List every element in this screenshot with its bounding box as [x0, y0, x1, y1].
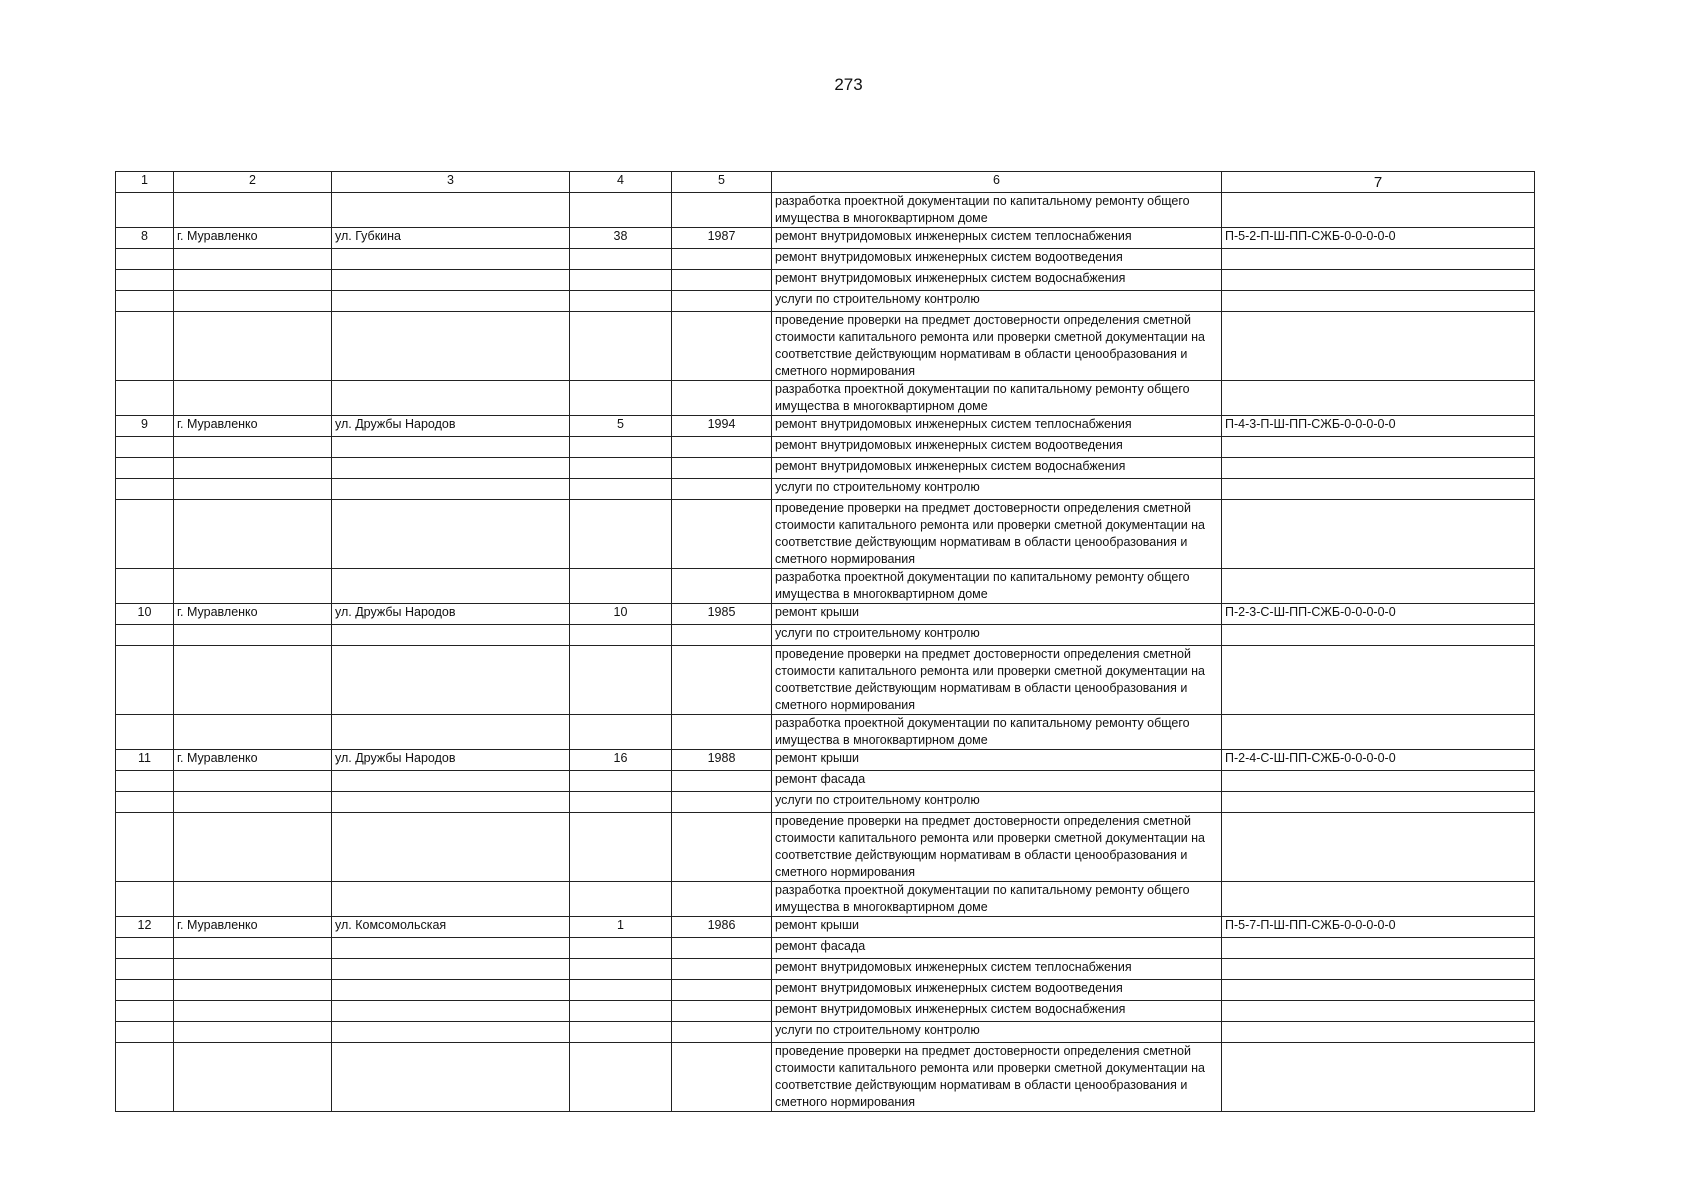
- table-cell: [116, 1001, 174, 1022]
- table-cell: [332, 646, 570, 715]
- table-cell: [672, 1022, 772, 1043]
- table-cell: 1988: [672, 750, 772, 771]
- table-cell: [116, 771, 174, 792]
- table-cell: ремонт внутридомовых инженерных систем водоотведения: [772, 249, 1222, 270]
- table-cell: [332, 1022, 570, 1043]
- table-cell: [332, 625, 570, 646]
- table-cell: 12: [116, 917, 174, 938]
- table-row: [116, 249, 1535, 270]
- header-cell: 1: [116, 172, 174, 193]
- table-cell: [332, 980, 570, 1001]
- table-cell: [174, 312, 332, 381]
- table-cell: [174, 813, 332, 882]
- table-cell: [332, 312, 570, 381]
- table-body: [116, 172, 1535, 1112]
- table-row: [116, 771, 1535, 792]
- table-cell: [672, 792, 772, 813]
- table-cell: [174, 1001, 332, 1022]
- table-cell: ремонт внутридомовых инженерных систем водоотведения: [772, 437, 1222, 458]
- table-cell: 10: [570, 604, 672, 625]
- table-cell: [332, 771, 570, 792]
- table-cell: [672, 312, 772, 381]
- table-cell: [174, 479, 332, 500]
- table-row: [116, 980, 1535, 1001]
- table-cell: ул. Губкина: [332, 228, 570, 249]
- table-cell: ремонт крыши: [772, 750, 1222, 771]
- table-cell: ремонт внутридомовых инженерных систем водоснабжения: [772, 270, 1222, 291]
- table-cell: [116, 882, 174, 917]
- table-cell: [332, 882, 570, 917]
- table-cell: [1222, 959, 1535, 980]
- table-row: [116, 500, 1535, 569]
- table-cell: [570, 771, 672, 792]
- table-cell: [332, 959, 570, 980]
- table-cell: услуги по строительному контролю: [772, 291, 1222, 312]
- table-cell: [1222, 381, 1535, 416]
- table-cell: [570, 193, 672, 228]
- table-row: [116, 270, 1535, 291]
- table-cell: ремонт фасада: [772, 938, 1222, 959]
- table-cell: услуги по строительному контролю: [772, 792, 1222, 813]
- table-cell: [1222, 1001, 1535, 1022]
- table-cell: г. Муравленко: [174, 416, 332, 437]
- table-row: [116, 882, 1535, 917]
- table-cell: 5: [570, 416, 672, 437]
- table-cell: [570, 437, 672, 458]
- table-row: [116, 1043, 1535, 1112]
- table-cell: [174, 792, 332, 813]
- table-cell: [1222, 771, 1535, 792]
- table-cell: разработка проектной документации по капитальному ремонту общего имущества в многоквартирном доме: [772, 381, 1222, 416]
- table-cell: [174, 437, 332, 458]
- table-cell: ул. Комсомольская: [332, 917, 570, 938]
- table-cell: [332, 381, 570, 416]
- table-cell: [332, 569, 570, 604]
- table-cell: ремонт внутридомовых инженерных систем теплоснабжения: [772, 416, 1222, 437]
- table-cell: проведение проверки на предмет достоверности определения сметной стоимости капитального ремонта или проверки сметной документации на соответствие действующим нормативам в области ценообразования и сметного нормирования: [772, 1043, 1222, 1112]
- table-cell: [332, 458, 570, 479]
- table-cell: [1222, 291, 1535, 312]
- table-cell: [116, 249, 174, 270]
- table-row: [116, 646, 1535, 715]
- table-cell: [672, 458, 772, 479]
- table-cell: [570, 479, 672, 500]
- table-cell: [174, 959, 332, 980]
- table-cell: [116, 813, 174, 882]
- table-cell: [1222, 1043, 1535, 1112]
- table-cell: [672, 771, 772, 792]
- table-cell: [672, 381, 772, 416]
- table-row: [116, 750, 1535, 771]
- table-cell: [174, 500, 332, 569]
- table-cell: [1222, 569, 1535, 604]
- table-cell: П-5-7-П-Ш-ПП-СЖБ-0-0-0-0-0: [1222, 917, 1535, 938]
- table-cell: [1222, 715, 1535, 750]
- table-cell: [116, 959, 174, 980]
- table-row: [116, 193, 1535, 228]
- table-row: [116, 437, 1535, 458]
- table-cell: [672, 882, 772, 917]
- table-cell: ремонт внутридомовых инженерных систем водоснабжения: [772, 1001, 1222, 1022]
- table-cell: разработка проектной документации по капитальному ремонту общего имущества в многоквартирном доме: [772, 193, 1222, 228]
- table-cell: [1222, 646, 1535, 715]
- table-row: [116, 715, 1535, 750]
- table-cell: [332, 1043, 570, 1112]
- table-cell: [174, 938, 332, 959]
- table-cell: [672, 437, 772, 458]
- table-row: [116, 312, 1535, 381]
- table-cell: проведение проверки на предмет достоверности определения сметной стоимости капитального ремонта или проверки сметной документации на соответствие действующим нормативам в области ценообразования и сметного нормирования: [772, 500, 1222, 569]
- header-cell: 5: [672, 172, 772, 193]
- table-cell: проведение проверки на предмет достоверности определения сметной стоимости капитального ремонта или проверки сметной документации на соответствие действующим нормативам в области ценообразования и сметного нормирования: [772, 813, 1222, 882]
- table-cell: г. Муравленко: [174, 750, 332, 771]
- table-cell: 38: [570, 228, 672, 249]
- table-cell: [1222, 792, 1535, 813]
- table-cell: [174, 771, 332, 792]
- table-cell: [570, 959, 672, 980]
- table-cell: [332, 291, 570, 312]
- table-cell: [570, 625, 672, 646]
- table-cell: [116, 437, 174, 458]
- table-cell: ул. Дружбы Народов: [332, 416, 570, 437]
- table-cell: [116, 193, 174, 228]
- table-cell: [570, 249, 672, 270]
- table-cell: [116, 646, 174, 715]
- table-cell: ремонт внутридомовых инженерных систем водоотведения: [772, 980, 1222, 1001]
- table-cell: ремонт крыши: [772, 917, 1222, 938]
- table-cell: 8: [116, 228, 174, 249]
- table-cell: разработка проектной документации по капитальному ремонту общего имущества в многоквартирном доме: [772, 569, 1222, 604]
- table-cell: [1222, 312, 1535, 381]
- table-cell: [570, 458, 672, 479]
- table-cell: ремонт внутридомовых инженерных систем теплоснабжения: [772, 959, 1222, 980]
- table-cell: [116, 715, 174, 750]
- table-cell: [332, 193, 570, 228]
- table-cell: [116, 381, 174, 416]
- table-cell: [1222, 625, 1535, 646]
- table-cell: [116, 1043, 174, 1112]
- table-cell: [174, 249, 332, 270]
- table-cell: [1222, 500, 1535, 569]
- table-cell: услуги по строительному контролю: [772, 1022, 1222, 1043]
- table-cell: г. Муравленко: [174, 917, 332, 938]
- table-cell: [332, 813, 570, 882]
- table-cell: [116, 938, 174, 959]
- table-cell: [672, 646, 772, 715]
- table-cell: [672, 813, 772, 882]
- table-cell: [116, 792, 174, 813]
- table-cell: ул. Дружбы Народов: [332, 604, 570, 625]
- table-cell: [570, 1001, 672, 1022]
- table-cell: П-5-2-П-Ш-ПП-СЖБ-0-0-0-0-0: [1222, 228, 1535, 249]
- table-cell: [174, 882, 332, 917]
- table-cell: [672, 249, 772, 270]
- table-cell: [116, 291, 174, 312]
- page-number: 273: [834, 75, 863, 94]
- table-cell: [174, 458, 332, 479]
- table-cell: [174, 715, 332, 750]
- table-row: [116, 959, 1535, 980]
- table-cell: [672, 1001, 772, 1022]
- table-cell: 9: [116, 416, 174, 437]
- table-cell: [570, 500, 672, 569]
- table-row: [116, 625, 1535, 646]
- header-cell: 3: [332, 172, 570, 193]
- table-cell: 11: [116, 750, 174, 771]
- table-cell: 1987: [672, 228, 772, 249]
- table-cell: ремонт внутридомовых инженерных систем теплоснабжения: [772, 228, 1222, 249]
- table-cell: разработка проектной документации по капитальному ремонту общего имущества в многоквартирном доме: [772, 715, 1222, 750]
- table-cell: [332, 792, 570, 813]
- table-row: [116, 1001, 1535, 1022]
- table-cell: ул. Дружбы Народов: [332, 750, 570, 771]
- table-cell: ремонт крыши: [772, 604, 1222, 625]
- table-cell: [570, 291, 672, 312]
- table-row: [116, 604, 1535, 625]
- table-row: [116, 416, 1535, 437]
- table-cell: П-2-4-С-Ш-ПП-СЖБ-0-0-0-0-0: [1222, 750, 1535, 771]
- table-cell: [174, 381, 332, 416]
- table-cell: [570, 569, 672, 604]
- header-cell: 6: [772, 172, 1222, 193]
- table-cell: [174, 193, 332, 228]
- table-cell: [332, 500, 570, 569]
- table-cell: [1222, 437, 1535, 458]
- table-cell: [570, 1043, 672, 1112]
- table-cell: [116, 625, 174, 646]
- table-cell: [1222, 938, 1535, 959]
- header-cell: 2: [174, 172, 332, 193]
- table-cell: [570, 882, 672, 917]
- repair-schedule-table: [115, 171, 1535, 1112]
- table-row: [116, 938, 1535, 959]
- table-cell: [174, 1022, 332, 1043]
- table-cell: [570, 792, 672, 813]
- table-cell: [672, 479, 772, 500]
- table-cell: [116, 1022, 174, 1043]
- table-row: [116, 792, 1535, 813]
- table-cell: [116, 270, 174, 291]
- table-cell: ремонт внутридомовых инженерных систем водоснабжения: [772, 458, 1222, 479]
- table-cell: проведение проверки на предмет достоверности определения сметной стоимости капитального ремонта или проверки сметной документации на соответствие действующим нормативам в области ценообразования и сметного нормирования: [772, 312, 1222, 381]
- table-cell: [116, 980, 174, 1001]
- table-cell: [672, 938, 772, 959]
- table-cell: г. Муравленко: [174, 228, 332, 249]
- table-row: [116, 569, 1535, 604]
- table-cell: [570, 312, 672, 381]
- table-cell: [1222, 479, 1535, 500]
- table-cell: [570, 938, 672, 959]
- table-cell: [672, 291, 772, 312]
- table-cell: [116, 500, 174, 569]
- table-cell: [1222, 458, 1535, 479]
- table-cell: [1222, 882, 1535, 917]
- table-cell: [570, 1022, 672, 1043]
- table-cell: [174, 569, 332, 604]
- table-row: [116, 291, 1535, 312]
- table-cell: [332, 437, 570, 458]
- table-cell: разработка проектной документации по капитальному ремонту общего имущества в многоквартирном доме: [772, 882, 1222, 917]
- table-row: [116, 458, 1535, 479]
- table-cell: [1222, 813, 1535, 882]
- header-cell: 4: [570, 172, 672, 193]
- table-cell: [174, 625, 332, 646]
- table-cell: [672, 715, 772, 750]
- table-cell: [570, 646, 672, 715]
- table-cell: [672, 569, 772, 604]
- table-row: [116, 381, 1535, 416]
- header-cell: 7: [1222, 172, 1535, 193]
- table-cell: [174, 291, 332, 312]
- table-cell: проведение проверки на предмет достоверности определения сметной стоимости капитального ремонта или проверки сметной документации на соответствие действующим нормативам в области ценообразования и сметного нормирования: [772, 646, 1222, 715]
- table-cell: [672, 625, 772, 646]
- table-cell: [174, 1043, 332, 1112]
- table-cell: [332, 479, 570, 500]
- table-cell: [570, 980, 672, 1001]
- table-cell: 1: [570, 917, 672, 938]
- table-cell: [116, 458, 174, 479]
- table-cell: услуги по строительному контролю: [772, 479, 1222, 500]
- table-cell: 10: [116, 604, 174, 625]
- table-row: [116, 1022, 1535, 1043]
- table-cell: [174, 980, 332, 1001]
- table-cell: г. Муравленко: [174, 604, 332, 625]
- table-cell: [332, 1001, 570, 1022]
- table-cell: [570, 813, 672, 882]
- table-cell: 1986: [672, 917, 772, 938]
- table-cell: [672, 193, 772, 228]
- table-cell: [1222, 193, 1535, 228]
- table-cell: [1222, 980, 1535, 1001]
- table-cell: [672, 270, 772, 291]
- table-cell: [570, 381, 672, 416]
- table-cell: 1985: [672, 604, 772, 625]
- table-row: [116, 479, 1535, 500]
- table-cell: ремонт фасада: [772, 771, 1222, 792]
- table-row: [116, 813, 1535, 882]
- table-row: [116, 917, 1535, 938]
- table-row: [116, 228, 1535, 249]
- table-cell: [332, 270, 570, 291]
- table-cell: [174, 270, 332, 291]
- table-cell: [332, 715, 570, 750]
- table-cell: [332, 249, 570, 270]
- table-cell: [570, 715, 672, 750]
- table-cell: [570, 270, 672, 291]
- table-cell: [1222, 249, 1535, 270]
- table-cell: [116, 312, 174, 381]
- table-cell: П-4-3-П-Ш-ПП-СЖБ-0-0-0-0-0: [1222, 416, 1535, 437]
- table-cell: услуги по строительному контролю: [772, 625, 1222, 646]
- table-header-row: [116, 172, 1535, 193]
- table-cell: [672, 980, 772, 1001]
- table-cell: [332, 938, 570, 959]
- table-cell: 16: [570, 750, 672, 771]
- table-cell: [672, 959, 772, 980]
- table-cell: [672, 500, 772, 569]
- table-cell: [116, 479, 174, 500]
- table-cell: [116, 569, 174, 604]
- table-cell: П-2-3-С-Ш-ПП-СЖБ-0-0-0-0-0: [1222, 604, 1535, 625]
- table-cell: [672, 1043, 772, 1112]
- table-cell: [1222, 1022, 1535, 1043]
- table-cell: [174, 646, 332, 715]
- table-cell: 1994: [672, 416, 772, 437]
- table-cell: [1222, 270, 1535, 291]
